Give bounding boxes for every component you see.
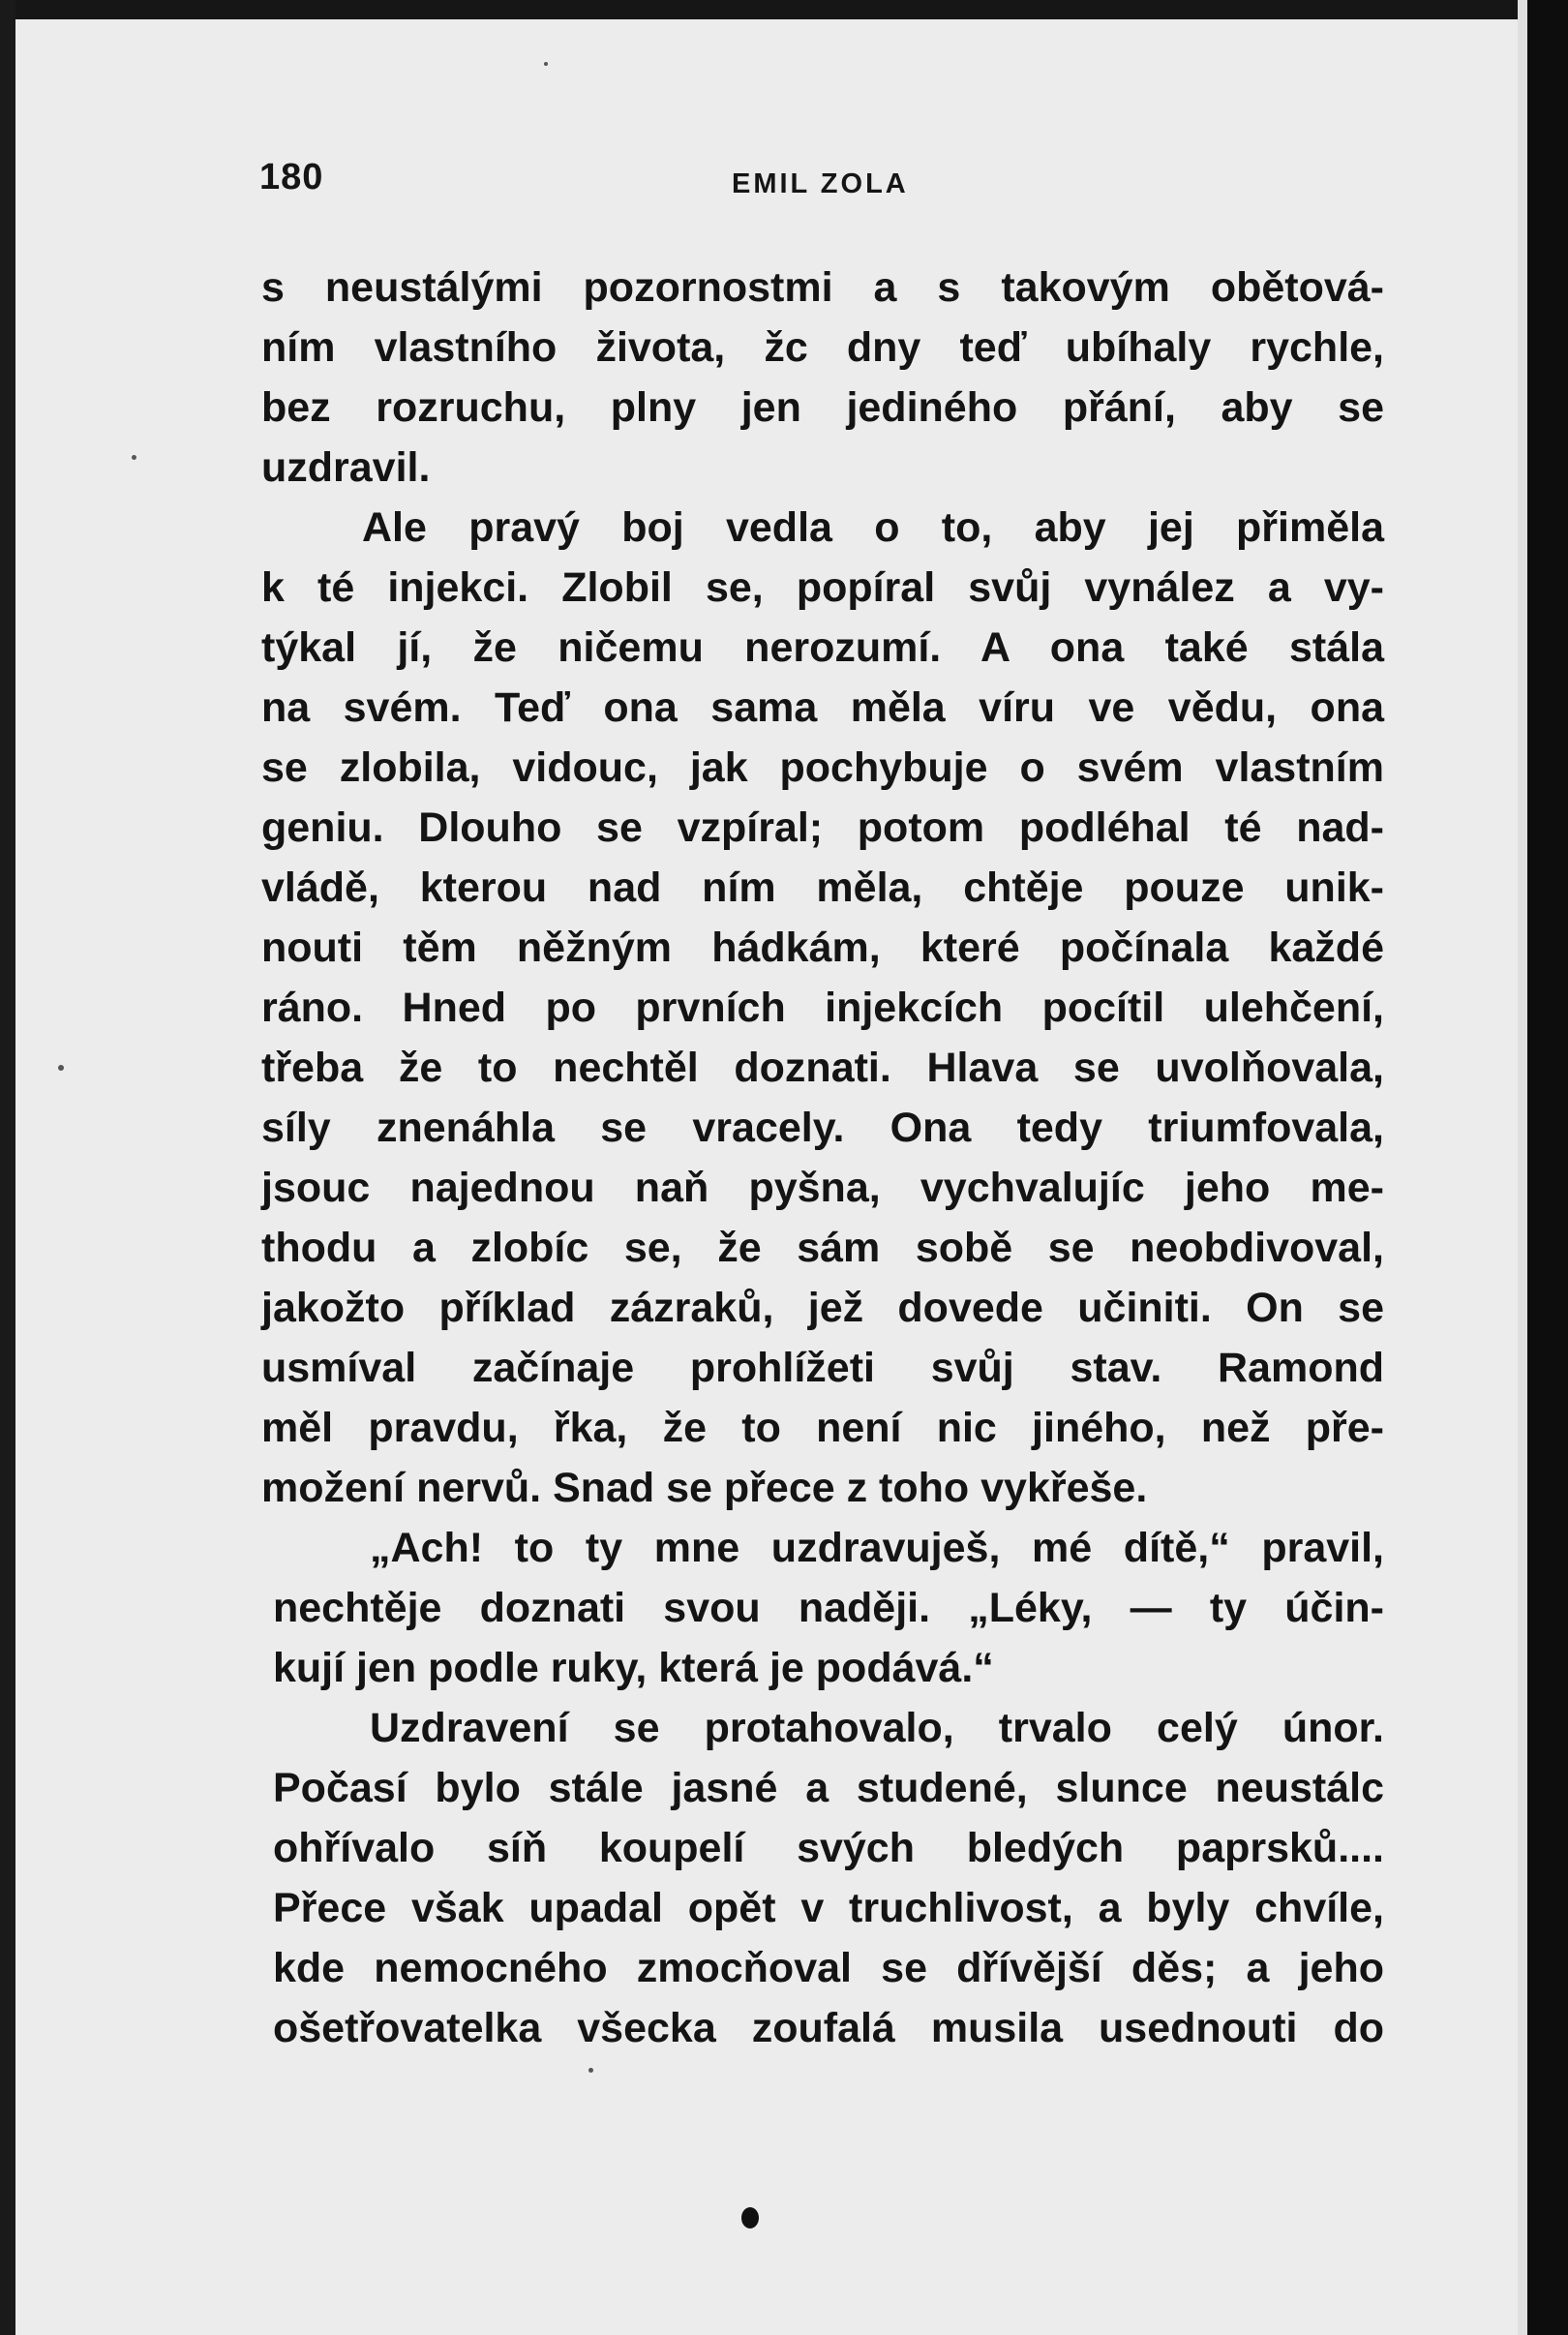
paper-speck <box>544 62 548 66</box>
text-line: s neustálými pozornostmi a s takovým obětová- <box>261 264 1384 311</box>
text-line: se zlobila, vidouc, jak pochybuje o svém vlastním <box>261 744 1384 791</box>
scan-border-top <box>0 0 1568 19</box>
text-line: vládě, kterou nad ním měla, chtěje pouze unik- <box>261 864 1384 911</box>
text-line: kují jen podle ruky, která je podává.“ <box>273 1645 994 1691</box>
text-line: Počasí bylo stále jasné a studené, slunce neustálc <box>273 1765 1384 1811</box>
text-line: ráno. Hned po prvních injekcích pocítil ulehčení, <box>261 985 1384 1031</box>
text-line: třeba že to nechtěl doznati. Hlava se uvolňovala, <box>261 1045 1384 1091</box>
scan-border-right <box>1527 0 1568 2335</box>
text-line: k té injekci. Zlobil se, popíral svůj vynález a vy- <box>261 564 1384 611</box>
text-line: thodu a zlobíc se, že sám sobě se neobdivoval, <box>261 1225 1384 1271</box>
text-line: Ale pravý boj vedla o to, aby jej přiměla <box>362 504 1384 551</box>
page-number: 180 <box>259 157 324 197</box>
print-mark <box>741 2207 759 2229</box>
text-line: na svém. Teď ona sama měla víru ve vědu, ona <box>261 684 1384 731</box>
text-line: uzdravil. <box>261 444 431 491</box>
paper-speck <box>132 455 136 460</box>
paper-speck <box>588 2068 593 2073</box>
body-text-upper <box>261 258 1384 1518</box>
text-line: bez rozruchu, plny jen jediného přání, aby se <box>261 384 1384 431</box>
text-line: ošetřovatelka všecka zoufalá musila usednouti do <box>273 2005 1384 2051</box>
text-line: ohřívalo síň koupelí svých bledých paprsků.... <box>273 1825 1384 1871</box>
text-line: síly znenáhla se vracely. Ona tedy triumfovala, <box>261 1105 1384 1151</box>
text-line: nechtěje doznati svou naději. „Léky, — ty účin- <box>273 1585 1384 1631</box>
text-line: měl pravdu, řka, že to není nic jiného, než pře- <box>261 1405 1384 1451</box>
text-line: Uzdravení se protahovalo, trvalo celý únor. <box>370 1705 1384 1751</box>
text-line: „Ach! to ty mne uzdravuješ, mé dítě,“ pravil, <box>370 1525 1384 1571</box>
running-head <box>259 157 1392 205</box>
text-line: jakožto příklad zázraků, jež dovede učiniti. On se <box>261 1285 1384 1331</box>
text-line: jsouc najednou naň pyšna, vychvalujíc jeho me- <box>261 1165 1384 1211</box>
running-title: EMIL ZOLA <box>732 168 909 199</box>
paper-speck <box>58 1065 64 1071</box>
text-line: geniu. Dlouho se vzpíral; potom podléhal té nad- <box>261 804 1384 851</box>
text-line: Přece však upadal opět v truchlivost, a byly chvíle, <box>273 1885 1384 1931</box>
text-line: usmíval začínaje prohlížeti svůj stav. Ramond <box>261 1345 1384 1391</box>
text-line: týkal jí, že ničemu nerozumí. A ona také stála <box>261 624 1384 671</box>
text-line: kde nemocného zmocňoval se dřívější děs; a jeho <box>273 1945 1384 1991</box>
scan-border-left <box>0 0 15 2335</box>
body-text-lower <box>261 1518 1384 2058</box>
text-line: nouti těm něžným hádkám, které počínala každé <box>261 925 1384 971</box>
text-line: možení nervů. Snad se přece z toho vykřeše. <box>261 1465 1148 1511</box>
text-line: ním vlastního života, žc dny teď ubíhaly rychle, <box>261 324 1384 371</box>
page-edge-right <box>1518 0 1527 2335</box>
